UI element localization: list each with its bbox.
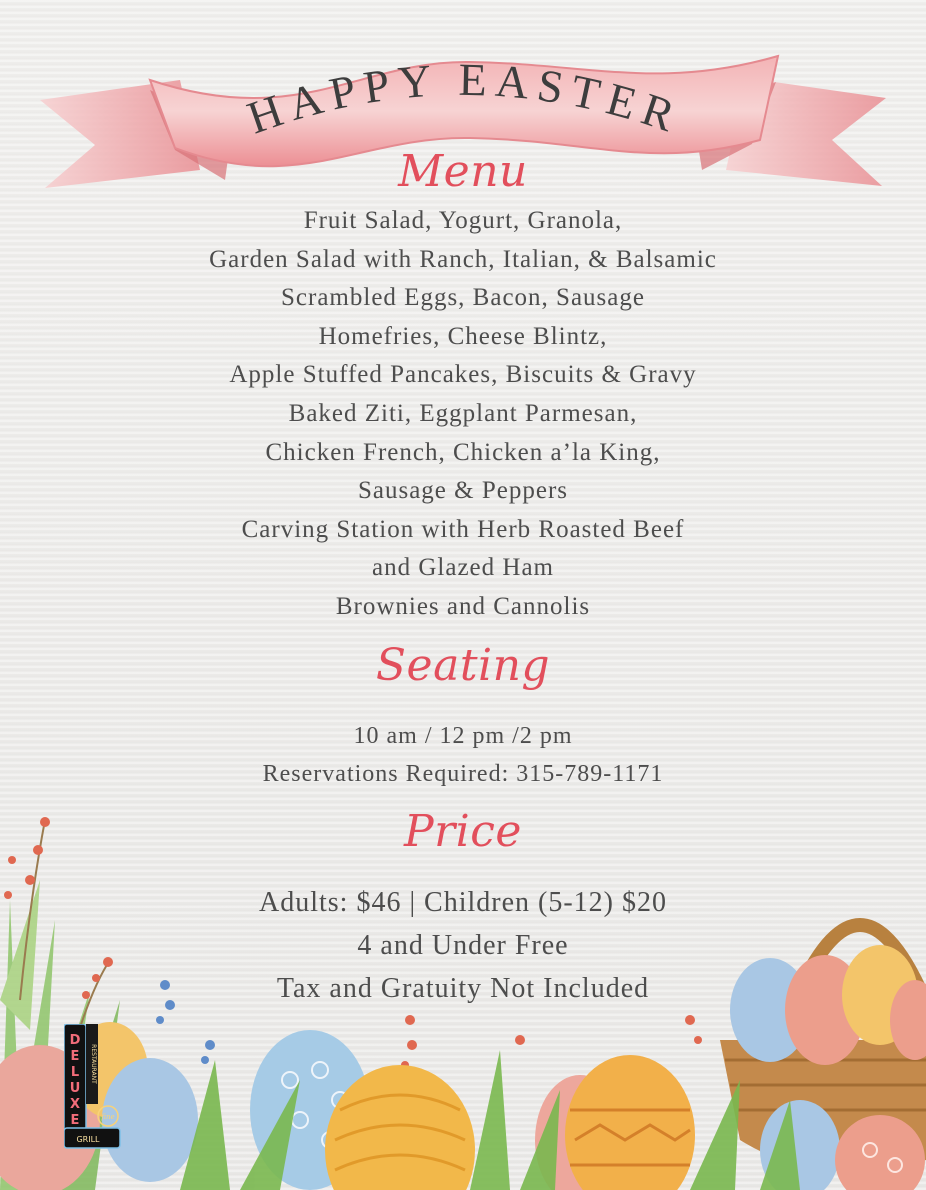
menu-item: Scrambled Eggs, Bacon, Sausage (281, 284, 645, 312)
menu-item: Garden Salad with Ranch, Italian, & Balsamic (209, 245, 717, 273)
menu-heading: Menu (398, 146, 528, 197)
seating-times: 10 am / 12 pm /2 pm (353, 723, 573, 749)
menu-item: Baked Ziti, Eggplant Parmesan, (288, 399, 638, 427)
menu-item: Chicken French, Chicken a’la King, (265, 438, 661, 466)
seating-info (0, 717, 926, 793)
svg-text:fine: fine (101, 1113, 115, 1121)
price-heading: Price (404, 806, 522, 857)
under-four-price: 4 and Under Free (357, 930, 569, 961)
banner-title-text: HAPPY EASTER (241, 53, 689, 144)
menu-list (0, 202, 926, 627)
menu-item: Homefries, Cheese Blintz, (318, 322, 608, 350)
svg-text:RESTAURANT: RESTAURANT (90, 1044, 97, 1084)
adult-child-prices: Adults: $46 | Children (5-12) $20 (258, 887, 668, 918)
menu-item: Brownies and Cannolis (335, 592, 591, 620)
menu-item: Apple Stuffed Pancakes, Biscuits & Gravy (229, 361, 697, 389)
menu-item: Sausage & Peppers (357, 477, 569, 505)
menu-item: and Glazed Ham (372, 554, 554, 582)
seating-heading: Seating (375, 640, 551, 691)
svg-text:L: L (70, 1065, 80, 1080)
menu-item: Fruit Salad, Yogurt, Granola, (303, 207, 623, 234)
svg-text:GRILL: GRILL (76, 1135, 100, 1144)
restaurant-logo (64, 1024, 126, 1150)
reservations-text: Reservations Required: 315-789-1171 (262, 761, 664, 787)
svg-text:U: U (69, 1081, 81, 1096)
svg-text:D: D (69, 1033, 81, 1048)
svg-text:HAPPY EASTER (241, 54, 689, 144)
svg-text:E: E (70, 1113, 80, 1128)
easter-eggs-illustration (0, 800, 926, 1190)
svg-text:X: X (69, 1097, 81, 1112)
menu-item: Carving Station with Herb Roasted Beef (241, 515, 685, 543)
svg-text:E: E (70, 1049, 80, 1064)
tax-note: Tax and Gratuity Not Included (276, 973, 650, 1004)
